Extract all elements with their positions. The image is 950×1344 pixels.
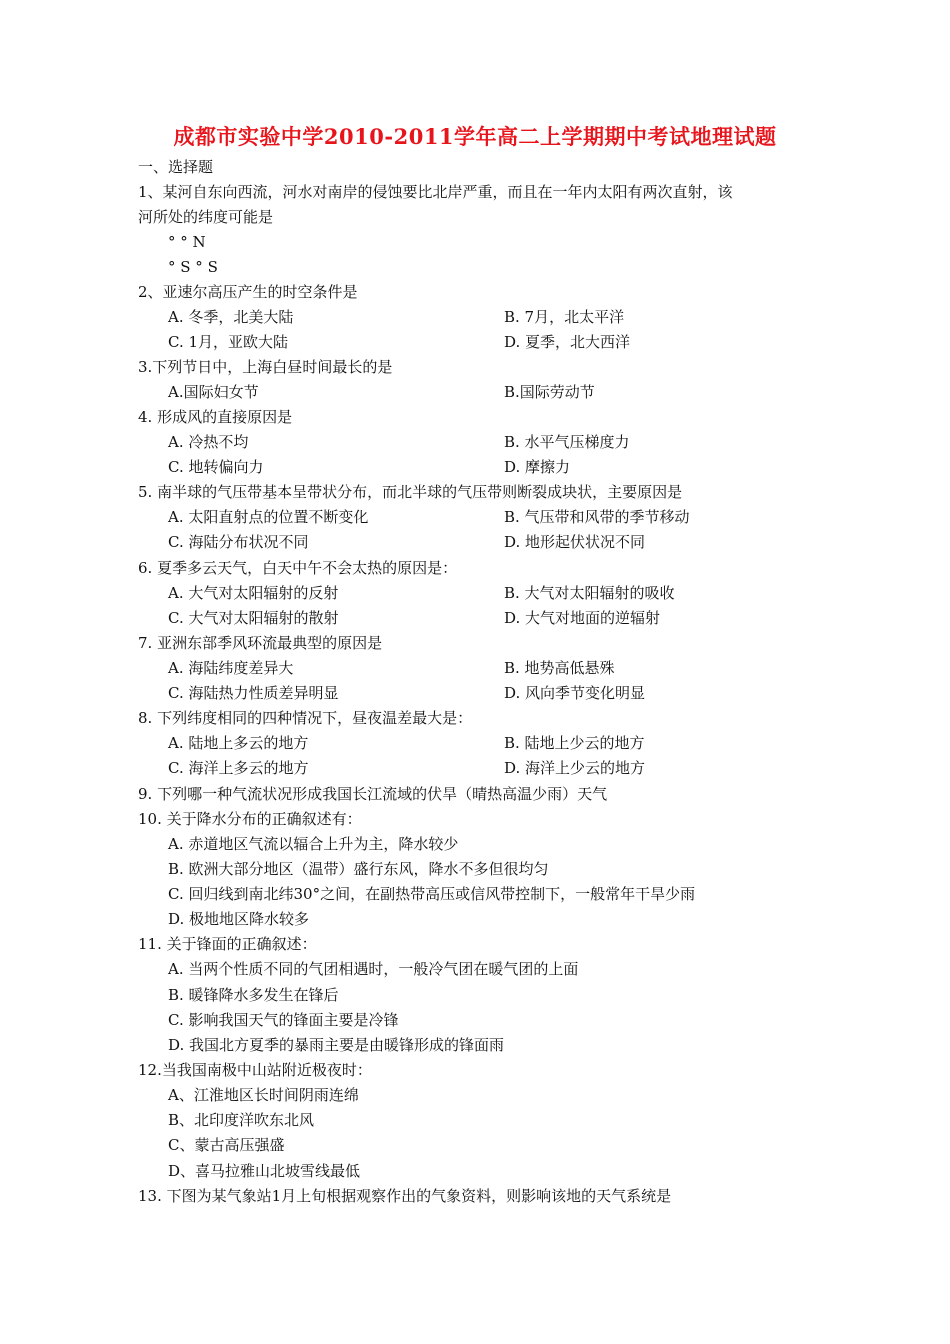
question-6-option-d: D. 大气对地面的逆辐射 [504, 609, 661, 627]
question-12-stem: 12.当我国南极中山站附近极夜时： [138, 1061, 372, 1079]
question-4-option-d: D. 摩擦力 [504, 458, 571, 476]
question-1-options-row2: ° S ° S [168, 258, 218, 276]
question-11-option-a: A. 当两个性质不同的气团相遇时，一般冷气团在暖气团的上面 [168, 960, 579, 978]
question-10-option-b: B. 欧洲大部分地区（温带）盛行东风，降水不多但很均匀 [168, 860, 549, 878]
question-12-option-c: C、蒙古高压强盛 [168, 1136, 285, 1154]
question-6-option-b: B. 大气对太阳辐射的吸收 [504, 584, 675, 602]
question-1-stem-cont: 河所处的纬度可能是 [138, 208, 274, 226]
question-7-option-c: C. 海陆热力性质差异明显 [168, 684, 339, 702]
section-heading: 一、选择题 [138, 158, 214, 176]
question-10-option-d: D. 极地地区降水较多 [168, 910, 310, 928]
question-12-option-b: B、北印度洋吹东北风 [168, 1111, 315, 1129]
question-6-option-c: C. 大气对太阳辐射的散射 [168, 609, 339, 627]
question-4-stem: 4. 形成风的直接原因是 [138, 408, 293, 426]
question-11-option-b: B. 暖锋降水多发生在锋后 [168, 986, 339, 1004]
question-11-option-c: C. 影响我国天气的锋面主要是冷锋 [168, 1011, 399, 1029]
question-11-stem: 11. 关于锋面的正确叙述： [138, 935, 317, 953]
question-2-option-c: C. 1月，亚欧大陆 [168, 333, 289, 351]
question-1-stem: 1、某河自东向西流，河水对南岸的侵蚀要比北岸严重，而且在一年内太阳有两次直射，该 [138, 183, 733, 201]
question-3-option-b: B.国际劳动节 [504, 383, 595, 401]
question-8-option-b: B. 陆地上少云的地方 [504, 734, 645, 752]
question-7-option-a: A. 海陆纬度差异大 [168, 659, 294, 677]
question-5-option-a: A. 太阳直射点的位置不断变化 [168, 508, 369, 526]
question-5-stem: 5. 南半球的气压带基本呈带状分布，而北半球的气压带则断裂成块状，主要原因是 [138, 483, 683, 501]
question-11-option-d: D. 我国北方夏季的暴雨主要是由暖锋形成的锋面雨 [168, 1036, 505, 1054]
question-9-stem: 9. 下列哪一种气流状况形成我国长江流域的伏旱（晴热高温少雨）天气 [138, 785, 608, 803]
question-4-option-b: B. 水平气压梯度力 [504, 433, 630, 451]
question-7-option-d: D. 风向季节变化明显 [504, 684, 646, 702]
question-6-option-a: A. 大气对太阳辐射的反射 [168, 584, 339, 602]
question-8-stem: 8. 下列纬度相同的四种情况下，昼夜温差最大是： [138, 709, 473, 727]
question-8-option-d: D. 海洋上少云的地方 [504, 759, 646, 777]
question-4-option-a: A. 冷热不均 [168, 433, 249, 451]
question-3-option-a: A.国际妇女节 [168, 383, 259, 401]
question-5-option-c: C. 海陆分布状况不同 [168, 533, 309, 551]
question-12-option-a: A、江淮地区长时间阴雨连绵 [168, 1086, 359, 1104]
question-8-option-a: A. 陆地上多云的地方 [168, 734, 309, 752]
question-6-stem: 6. 夏季多云天气，白天中午不会太热的原因是： [138, 559, 458, 577]
question-10-option-c: C. 回归线到南北纬30°之间，在副热带高压或信风带控制下，一般常年干旱少雨 [168, 885, 696, 903]
question-8-option-c: C. 海洋上多云的地方 [168, 759, 309, 777]
question-2-option-a: A. 冬季，北美大陆 [168, 308, 294, 326]
question-7-stem: 7. 亚洲东部季风环流最典型的原因是 [138, 634, 383, 652]
question-5-option-d: D. 地形起伏状况不同 [504, 533, 646, 551]
question-12-option-d: D、喜马拉雅山北坡雪线最低 [168, 1162, 361, 1180]
question-13-stem: 13. 下图为某气象站1月上旬根据观察作出的气象资料，则影响该地的天气系统是 [138, 1187, 672, 1205]
question-2-stem: 2、亚速尔高压产生的时空条件是 [138, 283, 358, 301]
question-10-stem: 10. 关于降水分布的正确叙述有： [138, 810, 362, 828]
question-2-option-b: B. 7月，北太平洋 [504, 308, 625, 326]
question-2-option-d: D. 夏季，北大西洋 [504, 333, 631, 351]
question-1-options-row1: ° ° N [168, 233, 206, 251]
page-title: 成都市实验中学2010-2011学年高二上学期期中考试地理试题 [173, 124, 777, 149]
question-3-stem: 3.下列节日中，上海白昼时间最长的是 [138, 358, 393, 376]
question-5-option-b: B. 气压带和风带的季节移动 [504, 508, 690, 526]
question-7-option-b: B. 地势高低悬殊 [504, 659, 615, 677]
question-4-option-c: C. 地转偏向力 [168, 458, 264, 476]
question-10-option-a: A. 赤道地区气流以辐合上升为主，降水较少 [168, 835, 459, 853]
